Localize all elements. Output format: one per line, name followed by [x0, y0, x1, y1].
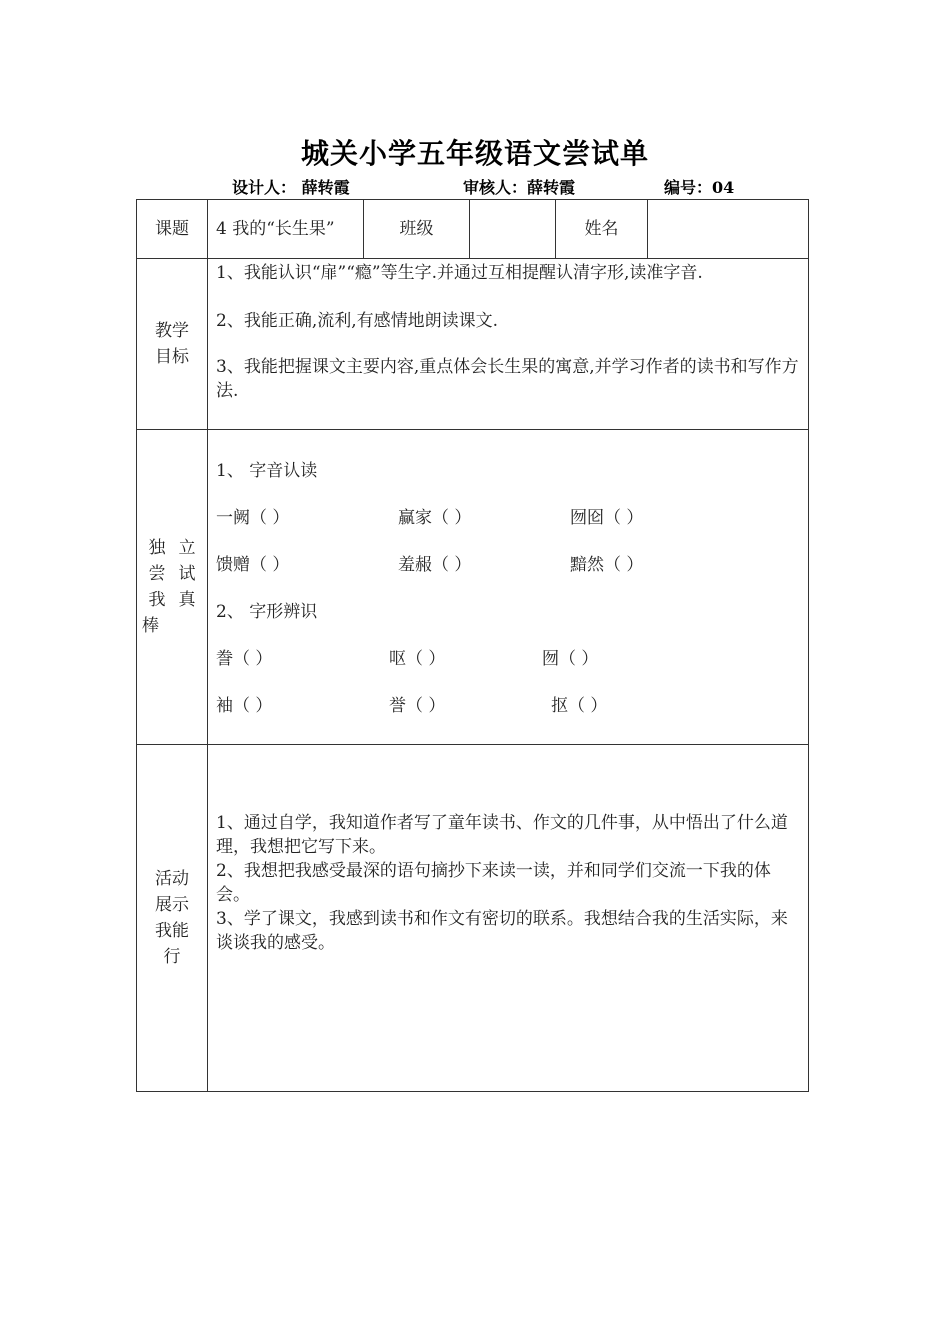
activity-label-line: 我能 [155, 921, 189, 941]
independent-label [137, 430, 208, 745]
activity-item: 3、学了课文，我感到读书和作文有密切的联系。我想结合我的生活实际，来谈谈我的感受。 [216, 909, 788, 953]
topic-label: 课题 [137, 200, 208, 259]
goals-content [208, 259, 809, 430]
goals-label [137, 259, 208, 430]
activity-row [137, 745, 809, 1092]
activity-label-line: 行 [163, 947, 181, 967]
independent-label-char: 我 [148, 590, 166, 610]
independent-label-char: 尝 [148, 564, 166, 584]
activity-content [208, 745, 809, 1092]
activity-label [137, 745, 208, 1092]
glyph-item: 誉（ ） [389, 696, 446, 716]
independent-label-char: 真 [178, 590, 196, 610]
goal-item: 1、我能认识“扉”“瘾”等生字.并通过互相提醒认清字形,读准字音. [216, 263, 703, 283]
activity-item: 2、我想把我感受最深的语句摘抄下来读一读，并和同学们交流一下我的体会。 [216, 861, 771, 905]
glyph-item: 呕（ ） [389, 649, 446, 669]
worksheet-table [136, 199, 809, 1092]
glyph-item: 誊（ ） [216, 649, 273, 669]
goals-label-line-1: 教学 [155, 321, 189, 341]
pinyin-item: 囫囵（ ） [570, 508, 644, 528]
topic-value: 4 我的“长生果” [208, 200, 364, 259]
section2-title: 2、 字形辨识 [216, 602, 318, 622]
independent-label-char: 试 [178, 564, 196, 584]
pinyin-item: 一阙（ ） [216, 508, 290, 528]
class-label: 班级 [364, 200, 470, 259]
goal-item: 2、我能正确,流利,有感情地朗读课文. [216, 311, 499, 331]
class-value[interactable] [470, 200, 556, 259]
pinyin-item: 馈赠（ ） [216, 555, 290, 575]
number-line: 编号：04 [664, 178, 735, 197]
pinyin-item: 羞赧（ ） [398, 555, 472, 575]
independent-label-char: 独 [148, 538, 166, 558]
activity-label-line: 活动 [155, 869, 189, 889]
pinyin-item: 黯然（ ） [570, 555, 644, 575]
independent-content [208, 430, 809, 745]
glyph-item: 袖（ ） [216, 696, 273, 716]
glyph-item: 囫（ ） [542, 649, 599, 669]
independent-label-char: 立 [178, 538, 196, 558]
independent-row [137, 430, 809, 745]
goal-item: 3、我能把握课文主要内容,重点体会长生果的寓意,并学习作者的读书和写作方法. [216, 357, 799, 401]
goals-row [137, 259, 809, 430]
name-label: 姓名 [556, 200, 648, 259]
activity-item: 1、通过自学，我知道作者写了童年读书、作文的几件事，从中悟出了什么道理，我想把它写下来。 [216, 813, 788, 857]
pinyin-item: 赢家（ ） [398, 508, 472, 528]
designer-line: 设计人： 薛转霞 [232, 178, 350, 197]
glyph-item: 抠（ ） [551, 696, 608, 716]
goals-label-line-2: 目标 [155, 347, 189, 367]
independent-label-char: 棒 [142, 616, 159, 636]
page-title: 城关小学五年级语文尝试单 [300, 137, 649, 170]
header-row [137, 200, 809, 259]
name-value[interactable] [648, 200, 809, 259]
section1-title: 1、 字音认读 [216, 461, 318, 481]
activity-label-line: 展示 [155, 895, 189, 915]
reviewer-line: 审核人：薛转霞 [463, 178, 576, 197]
